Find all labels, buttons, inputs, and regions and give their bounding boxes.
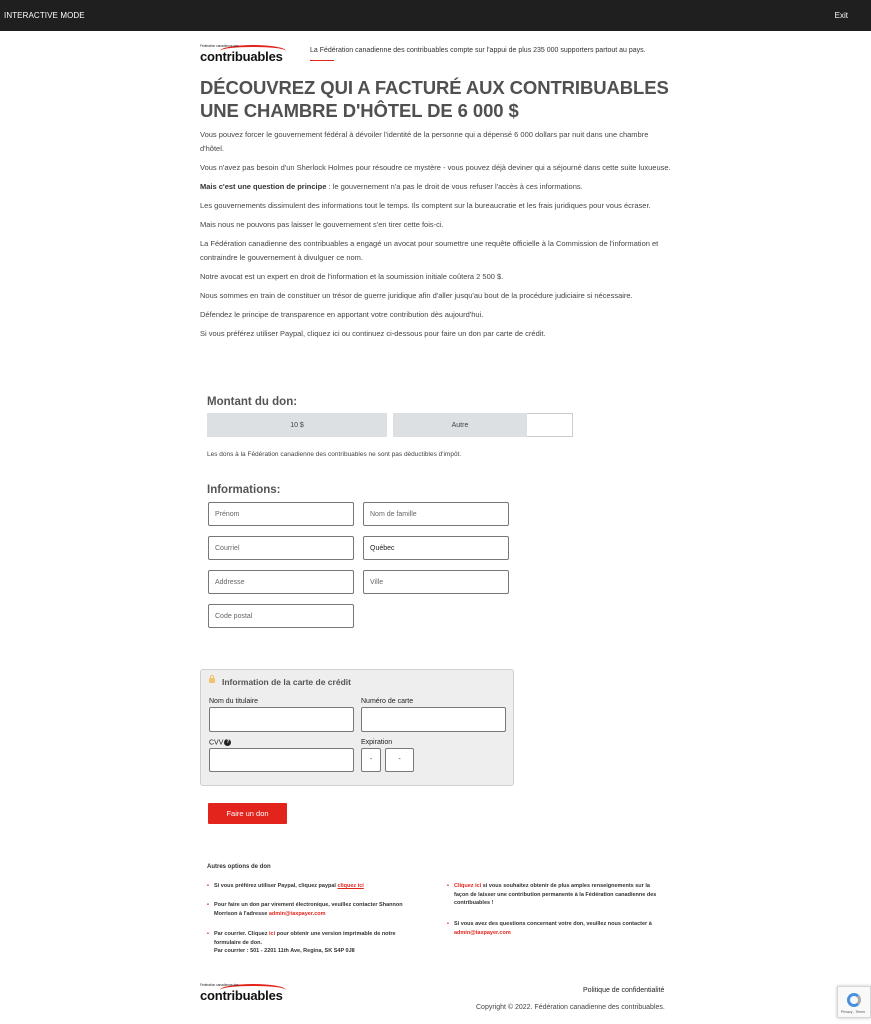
city-field[interactable]: Ville	[363, 570, 509, 594]
questions-email-link[interactable]: admin@taxpayer.com	[454, 929, 511, 936]
amount-other-button[interactable]: Autre	[393, 413, 527, 437]
mail-text-pre: Par courrier. Cliquez	[214, 931, 270, 937]
questions-text: Si vous avez des questions concernant votre don, veuillez nous contacter à	[454, 921, 652, 927]
cvv-label-text: CVV	[209, 739, 224, 747]
footer-logo-small-text: Fédération canadienne des	[200, 983, 239, 987]
exit-button[interactable]: Exit	[834, 11, 848, 20]
amount-10-button[interactable]: 10 $	[207, 413, 387, 437]
footer-logo[interactable]	[200, 984, 290, 1004]
recaptcha-badge[interactable]	[837, 986, 871, 1018]
mode-label: INTERACTIVE MODE	[4, 11, 85, 20]
donate-button[interactable]: Faire un don	[208, 803, 287, 824]
mail-link[interactable]: ici	[269, 931, 276, 937]
credit-card-title: Information de la carte de crédit	[222, 677, 351, 687]
legacy-link[interactable]: Cliquez ici	[454, 883, 482, 889]
donation-amount-row	[207, 413, 573, 437]
tagline-underline	[310, 60, 334, 61]
header-tagline: La Fédération canadienne des contribuables compte sur l'appui de plus 235 000 supporters partout au pays.	[310, 47, 646, 54]
paragraph-1: Vous pouvez forcer le gouvernement fédéral à dévoiler l'identité de la personne qui a dépensé 6 000 dollars par nuit dans une chambre d'hôtel.	[200, 130, 649, 153]
wire-option	[214, 901, 414, 918]
mail-option	[214, 930, 414, 956]
postal-code-field[interactable]: Code postal	[208, 604, 354, 628]
paragraph-6: La Fédération canadienne des contribuables a engagé un avocat pour soumettre une requête officielle à la Commission de l'information et contraindre le gouvernement à divulguer ce nom.	[200, 239, 659, 262]
main-content	[200, 40, 672, 346]
email-field[interactable]: Courriel	[208, 536, 354, 560]
copyright-text: Copyright © 2022. Fédération canadienne des contribuables.	[476, 1004, 665, 1011]
cvv-input[interactable]	[209, 748, 354, 772]
page-title: DÉCOUVREZ QUI A FACTURÉ AUX CONTRIBUABLES UNE CHAMBRE D'HÔTEL DE 6 000 $	[200, 77, 669, 121]
paragraph-7: Notre avocat est un expert en droit de l'information et la soumission initiale coûtera 2 500 $.	[200, 272, 504, 281]
expiration-label: Expiration	[361, 739, 393, 746]
questions-option	[454, 920, 666, 937]
legacy-text: si vous souhaitez obtenir de plus amples renseignements sur la façon de laisser une contribution permanente à la Fédération canadienne des contribuables !	[454, 883, 657, 906]
province-select[interactable]: Québec	[363, 536, 509, 560]
expiration-group	[361, 748, 421, 772]
amount-other-input[interactable]	[527, 413, 573, 437]
cardholder-input[interactable]	[209, 707, 354, 732]
cvv-label	[209, 739, 231, 746]
mail-address: Par courrier : 501 - 2201 11th Ave, Regina, SK S4P 0J8	[214, 948, 355, 954]
logo-text: contribuables	[200, 49, 283, 64]
help-icon[interactable]: ?	[226, 739, 230, 745]
last-name-field[interactable]: Nom de famille	[363, 502, 509, 526]
paragraph-8: Nous sommes en train de constituer un trésor de guerre juridique afin d'aller jusqu'au bout de la procédure judiciaire si nécessaire.	[200, 291, 633, 300]
legacy-option	[454, 882, 666, 908]
top-bar	[0, 0, 871, 31]
expiration-year-select[interactable]: -	[385, 748, 414, 772]
recaptcha-text: Privacy - Terms	[841, 1010, 866, 1014]
cardholder-label: Nom du titulaire	[209, 698, 259, 705]
logo-small-text: Fédération canadienne des	[200, 44, 239, 48]
footer-logo-text: contribuables	[200, 988, 283, 1003]
recaptcha-icon	[847, 993, 861, 1007]
paragraph-10: Si vous préférez utiliser Paypal, cliquez ici ou continuez ci-dessous pour faire un don par carte de crédit.	[200, 329, 546, 338]
information-title: Informations:	[207, 484, 281, 496]
expiration-month-select[interactable]: -	[361, 748, 381, 772]
mail-text-post: pour obtenir une version imprimable de notre formulaire de don.	[214, 931, 396, 946]
wire-email-link[interactable]: admin@taxpayer.com	[268, 910, 326, 917]
credit-card-panel	[200, 669, 514, 786]
paragraph-5: Mais nous ne pouvons pas laisser le gouvernement s'en tirer cette fois-ci.	[200, 220, 444, 229]
paragraph-3-bold: Mais c'est une question de principe	[200, 182, 327, 191]
paragraph-4: Les gouvernements dissimulent des informations tout le temps. Ils comptent sur la bureaucratie et les frais juridiques pour vous écraser.	[200, 201, 651, 210]
privacy-policy-link[interactable]: Politique de confidentialité	[583, 987, 665, 994]
lock-icon	[209, 678, 215, 683]
paypal-link[interactable]: cliquez ici	[337, 883, 364, 889]
donation-amount-title: Montant du don:	[207, 396, 298, 408]
paypal-option	[214, 882, 414, 891]
other-options-title: Autres options de don	[207, 864, 271, 870]
first-name-field[interactable]: Prénom	[208, 502, 354, 526]
card-number-input[interactable]	[361, 707, 506, 732]
logo[interactable]	[200, 45, 290, 65]
wire-text: Pour faire un don par virement électronique, veuillez contacter Shannon Morrison à l'adresse	[214, 902, 403, 917]
paypal-text: Si vous préférez utiliser Paypal, cliquez paypal	[214, 883, 338, 889]
paragraph-9: Défendez le principe de transparence en apportant votre contribution dès aujourd'hui.	[200, 310, 484, 319]
card-number-label: Numéro de carte	[361, 698, 414, 705]
paragraph-3	[200, 180, 672, 194]
tax-note: Les dons à la Fédération canadienne des contribuables ne sont pas déductibles d'impôt.	[207, 451, 462, 458]
site-header	[200, 40, 672, 70]
paragraph-2: Vous n'avez pas besoin d'un Sherlock Holmes pour résoudre ce mystère - vous pouvez déjà deviner qui a séjourné dans cette suite luxueuse.	[200, 163, 671, 172]
address-field[interactable]: Addresse	[208, 570, 354, 594]
paragraph-3-rest: : le gouvernement n'a pas le droit de vous refuser l'accès à ces informations.	[326, 182, 583, 191]
